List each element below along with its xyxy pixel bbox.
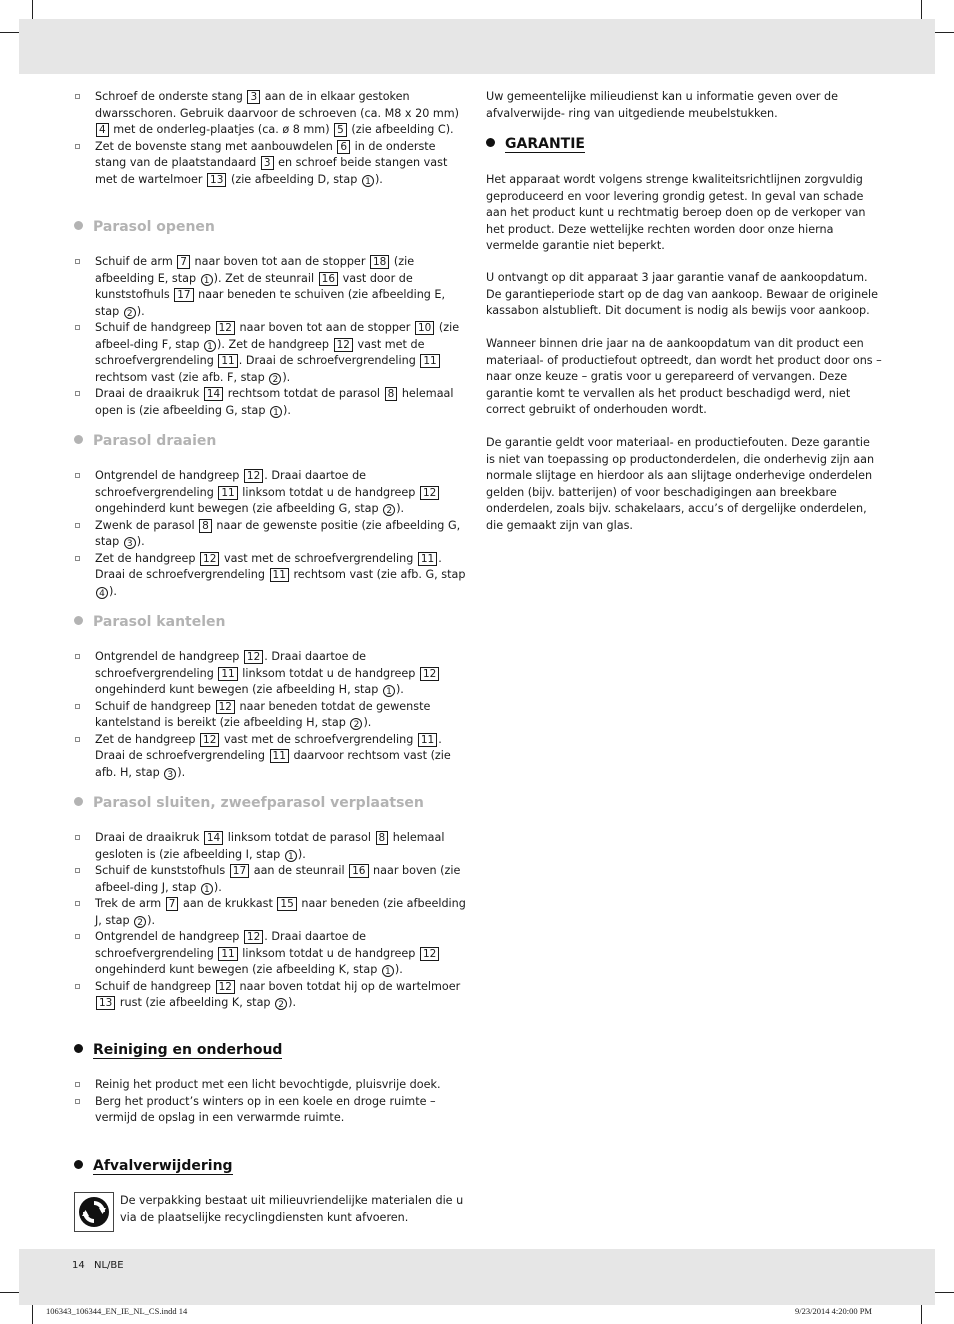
list-item: Schuif de kunststofhuls 17 aan de steunrail 16 naar boven (zie afbeel-ding J, stap 1 ). bbox=[74, 863, 468, 896]
checkbox-bullet-icon bbox=[75, 144, 80, 149]
bullet-dot-icon bbox=[486, 138, 495, 147]
list-item: Schuif de handgreep 12 naar boven tot aan de stopper 10 (zie afbeel-ding F, stap 1 ). Zet de handgreep 12 vast met de schroefvergrendeling 11 . Draai de schroefvergrendeling 11 rechtsom vast (zie afb. F, stap 2 ). bbox=[74, 320, 468, 386]
checkbox-bullet-icon bbox=[75, 1099, 80, 1104]
checkbox-bullet-icon bbox=[75, 391, 80, 396]
checkbox-bullet-icon bbox=[75, 868, 80, 873]
green-dot-recycling-icon bbox=[74, 1192, 114, 1232]
paragraph: De garantie geldt voor materiaal- en productiefouten. Deze garantie is niet van toepassing op productonderdelen, die onderhevig zijn aan normale slijtage en hierdoor als aan slijtage onderhevige onderdelen gelden (bijv. batterijen) of voor beschadigingen aan breekbare onderdelen, zoals bijv. schakelaars, accu’s of dergelijke onderdelen, die gemaakt zijn van glas. bbox=[486, 436, 875, 532]
checkbox-bullet-icon bbox=[75, 325, 80, 330]
list-item: Schuif de arm 7 naar boven tot aan de stopper 18 (zie afbeelding E, stap 1 ). Zet de steunrail 16 vast door de kunststofhuls 17 naar beneden te schuiven (zie afbeelding E, stap 2 ). bbox=[74, 254, 468, 320]
crop-mark bbox=[0, 32, 19, 33]
crop-mark bbox=[921, 1305, 922, 1324]
list-item: Zet de bovenste stang met aanbouwdelen 6 in de onderste stang van de plaatstandaard 3 en schroef beide stangen vast met de wartelmoer 13 (zie afbeelding D, stap 1 ). bbox=[74, 139, 468, 189]
crop-mark bbox=[0, 1292, 19, 1293]
section-heading: Reiniging en onderhoud bbox=[74, 1042, 282, 1058]
checkbox-bullet-icon bbox=[75, 94, 80, 99]
section-heading: Parasol kantelen bbox=[74, 614, 225, 630]
language-code: NL/BE bbox=[94, 1260, 124, 1271]
list-item: Trek de arm 7 aan de krukkast 15 naar beneden (zie afbeelding J, stap 2 ). bbox=[74, 896, 468, 929]
checkbox-bullet-icon bbox=[75, 704, 80, 709]
checkbox-bullet-icon bbox=[75, 523, 80, 528]
list-item: Draai de draaikruk 14 rechtsom totdat de parasol 8 helemaal open is (zie afbeelding G, stap 1 ). bbox=[74, 386, 468, 419]
bullet-dot-icon bbox=[74, 435, 83, 444]
bullet-dot-icon bbox=[74, 221, 83, 230]
list-item: Berg het product’s winters op in een koele en droge ruimte – vermijd de opslag in een verwarmde ruimte. bbox=[74, 1094, 468, 1127]
list-item: Reinig het product met een licht bevochtigde, pluisvrije doek. bbox=[74, 1077, 468, 1094]
bullet-dot-icon bbox=[74, 797, 83, 806]
list-item: Schuif de handgreep 12 naar boven totdat hij op de wartelmoer 13 rust (zie afbeelding K, stap 2 ). bbox=[74, 979, 468, 1012]
crop-mark bbox=[935, 32, 954, 33]
crop-mark bbox=[32, 1305, 33, 1324]
section-heading: Afvalverwijdering bbox=[74, 1158, 233, 1174]
checkbox-bullet-icon bbox=[75, 835, 80, 840]
checkbox-bullet-icon bbox=[75, 901, 80, 906]
checkbox-bullet-icon bbox=[75, 737, 80, 742]
checkbox-bullet-icon bbox=[75, 1082, 80, 1087]
openen-list bbox=[74, 254, 468, 419]
checkbox-bullet-icon bbox=[75, 934, 80, 939]
list-item: Zet de handgreep 12 vast met de schroefvergrendeling 11 . Draai de schroefvergrendeling 11 rechtsom vast (zie afb. G, stap 4 ). bbox=[74, 551, 468, 601]
list-item: Schuif de handgreep 12 naar beneden totdat de gewenste kantelstand is bereikt (zie afbeelding H, stap 2 ). bbox=[74, 699, 468, 732]
reiniging-list bbox=[74, 1077, 468, 1127]
file-slug: 106343_106344_EN_IE_NL_CS.indd 14 bbox=[46, 1306, 188, 1316]
draaien-list bbox=[74, 468, 468, 600]
checkbox-bullet-icon bbox=[75, 984, 80, 989]
section-heading: Parasol draaien bbox=[74, 433, 216, 449]
list-item: Ontgrendel de handgreep 12 . Draai daartoe de schroefvergrendeling 11 linksom totdat u de handgreep 12 ongehinderd kunt bewegen (zie afbeelding G, stap 2 ). bbox=[74, 468, 468, 518]
header-band bbox=[19, 19, 935, 74]
page-number: 14 bbox=[72, 1260, 85, 1271]
paragraph: Het apparaat wordt volgens strenge kwaliteitsrichtlijnen zorgvuldig geproduceerd en voor levering grondig getest. In geval van schade aan het product kunt u rechtmatig beroep doen op de verkoper van het product. Deze wettelijke rechten worden door onze hierna vermelde garantie niet beperkt. bbox=[486, 173, 866, 252]
checkbox-bullet-icon bbox=[75, 556, 80, 561]
list-item: Zet de handgreep 12 vast met de schroefvergrendeling 11 . Draai de schroefvergrendeling 11 daarvoor rechtsom vast (zie afb. H, stap 3 ). bbox=[74, 732, 468, 782]
crop-mark bbox=[921, 0, 922, 19]
intro-paragraph: Uw gemeentelijke milieudienst kan u informatie geven over de afvalverwijde- ring van uitgediende meubelstukken. bbox=[486, 90, 839, 120]
crop-mark bbox=[935, 1292, 954, 1293]
crop-mark bbox=[32, 0, 33, 19]
print-date: 9/23/2014 4:20:00 PM bbox=[795, 1306, 872, 1316]
list-item: Ontgrendel de handgreep 12 . Draai daartoe de schroefvergrendeling 11 linksom totdat u de handgreep 12 ongehinderd kunt bewegen (zie afbeelding H, stap 1 ). bbox=[74, 649, 468, 699]
footer-band bbox=[19, 1249, 935, 1305]
bullet-dot-icon bbox=[74, 616, 83, 625]
recycling-text: De verpakking bestaat uit milieuvriendelijke materialen die u via de plaatselijke recyclingdiensten kunt afvoeren. bbox=[120, 1194, 464, 1224]
list-item: Ontgrendel de handgreep 12 . Draai daartoe de schroefvergrendeling 11 linksom totdat u de handgreep 12 ongehinderd kunt bewegen (zie afbeelding K, stap 1 ). bbox=[74, 929, 468, 979]
list-item: Zwenk de parasol 8 naar de gewenste positie (zie afbeelding G, stap 3 ). bbox=[74, 518, 468, 551]
checkbox-bullet-icon bbox=[75, 654, 80, 659]
bullet-dot-icon bbox=[74, 1160, 83, 1169]
section-heading: Parasol sluiten, zweefparasol verplaatsen bbox=[74, 795, 424, 811]
assembly-list bbox=[74, 89, 468, 188]
list-item: Schroef de onderste stang 3 aan de in elkaar gestoken dwarsschoren. Gebruik daarvoor de schroeven (ca. M8 x 20 mm) 4 met de onderleg-plaatjes (ca. ø 8 mm) 5 (zie afbeelding C). bbox=[74, 89, 468, 139]
checkbox-bullet-icon bbox=[75, 259, 80, 264]
checkbox-bullet-icon bbox=[75, 473, 80, 478]
paragraph: Wanneer binnen drie jaar na de aankoopdatum van dit product een materiaal- of productiefout optreedt, dan wordt het product door ons – naar onze keuze – gratis voor u gerepareerd of vervangen. Deze garantie komt te vervallen als het product beschadigd werd, niet correct gebruikt of onderhouden wordt. bbox=[486, 337, 882, 416]
kantelen-list bbox=[74, 649, 468, 781]
sluiten-list bbox=[74, 830, 468, 1012]
paragraph: U ontvangt op dit apparaat 3 jaar garantie vanaf de aankoopdatum. De garantieperiode start op de dag van aankoop. Bewaar de originele kassabon alstublieft. Dit document is nodig als bewijs voor aankoop. bbox=[486, 271, 879, 317]
section-heading: GARANTIE bbox=[486, 136, 585, 152]
bullet-dot-icon bbox=[74, 1044, 83, 1053]
section-heading: Parasol openen bbox=[74, 219, 215, 235]
list-item: Draai de draaikruk 14 linksom totdat de parasol 8 helemaal gesloten is (zie afbeelding I, stap 1 ). bbox=[74, 830, 468, 863]
